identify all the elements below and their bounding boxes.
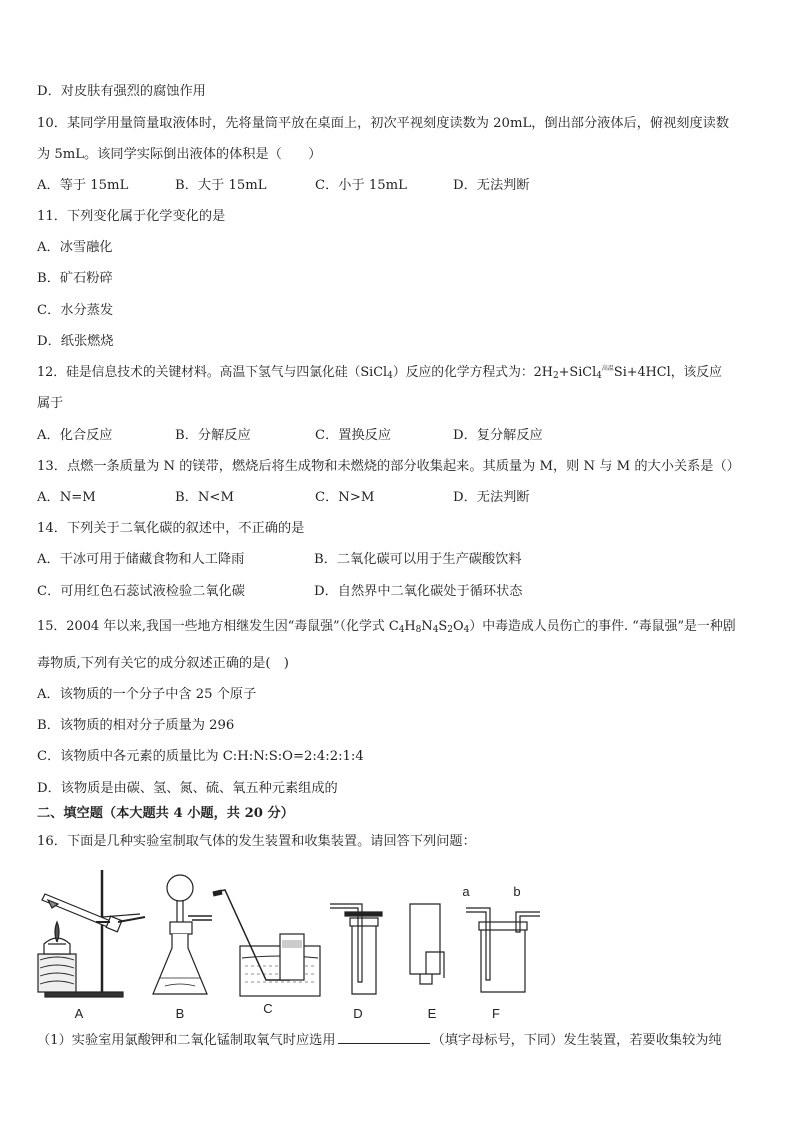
apparatus-c [213,890,320,996]
q13-option-c: C．N>M [315,490,375,505]
q15-option-c: C．该物质中各元素的质量比为 C:H:N:S:O=2:4:2:1:4 [37,749,364,764]
figure-label-d: D [353,1006,363,1021]
q13-option-d: D．无法判断 [453,490,530,505]
figure-label-c: C [263,1001,273,1016]
reaction-condition: 高温 [601,365,614,372]
port-label-b: b [513,884,521,899]
q9-option-d: D．对皮肤有强烈的腐蚀作用 [37,84,206,99]
q15-stem-line2: 毒物质,下列有关它的成分叙述正确的是( ) [37,656,289,671]
figure-label-b: B [175,1006,185,1021]
q14-stem: 14．下列关于二氧化碳的叙述中，不正确的是 [37,521,305,536]
q15-stem-line1: 15．2004 年以来,我国一些地方相继发生因“毒鼠强”（化学式 $C_4H_8N_4S_2O_4$）中毒造成人员伤亡的事件. “毒鼠强”是一种剧 [37,619,736,635]
figure-label-e: E [427,1006,437,1021]
figure-label-f: F [492,1006,500,1021]
q16-part1: （1）实验室用氯酸钾和二氧化锰制取氧气时应选用 （填字母标号，下同）发生装置，若要收集较为纯 [37,1033,722,1048]
port-label-a: a [462,884,470,899]
q12-stem-line2: 属于 [37,396,64,411]
q14-option-c: C．可用红色石蕊试液检验二氧化碳 [37,584,245,599]
q15-option-d: D．该物质是由碳、氢、氮、硫、氧五种元素组成的 [37,781,338,796]
q11-option-b: B．矿石粉碎 [37,271,113,286]
q11-option-d: D．纸张燃烧 [37,334,114,349]
apparatus-d [330,904,382,994]
q10-stem-line2: 为 5mL。该同学实际倒出液体的体积是（ ） [37,147,322,162]
q13-option-b: B．N<M [175,490,234,505]
q12-option-a: A．化合反应 [37,428,113,443]
q12-option-d: D．复分解反应 [453,428,543,443]
q11-option-a: A．冰雪融化 [37,240,113,255]
q16-stem: 16．下面是几种实验室制取气体的发生装置和收集装置。请回答下列问题： [37,834,476,849]
q10-option-a: A．等于 15mL [37,178,129,193]
q11-option-c: C．水分蒸发 [37,303,114,318]
q14-option-d: D．自然界中二氧化碳处于循环状态 [314,584,523,599]
q13-stem: 13．点燃一条质量为 N 的镁带，燃烧后将生成物和未燃烧的部分收集起来。其质量为 M，则 N 与 M 的大小关系是（） [37,459,740,474]
q15-option-a: A．该物质的一个分子中含 25 个原子 [37,687,257,702]
figure-label-a: A [74,1006,84,1021]
q10-stem-line1: 10．某同学用量筒量取液体时，先将量筒平放在桌面上，初次平视刻度读数为 20mL，倒出部分液体后，俯视刻度读数 [37,116,730,131]
apparatus-a [38,870,145,997]
apparatus-f [466,908,540,992]
q15-option-b: B．该物质的相对分子质量为 296 [37,718,235,733]
q14-option-a: A．干冰可用于储藏食物和人工降雨 [37,552,245,567]
q10-option-c: C．小于 15mL [315,178,407,193]
q10-option-d: D．无法判断 [453,178,530,193]
q11-stem: 11．下列变化属于化学变化的是 [37,209,226,224]
q13-option-a: A．N=M [37,490,96,505]
section-2-heading: 二、填空题（本大题共 4 小题，共 20 分） [37,806,294,821]
q12-stem-line1: 12．硅是信息技术的关键材料。高温下氢气与四氯化硅（SiCl$_4$）反应的化学方程式为：$2H_2+SiCl_4^{高温}Si+4HCl$，该反应 [37,365,722,381]
q12-option-c: C．置换反应 [315,428,392,443]
apparatus-b [153,875,212,994]
lab-apparatus-figure [0,862,794,1022]
answer-blank[interactable] [338,1031,430,1044]
apparatus-e [410,904,444,984]
q10-option-b: B．大于 15mL [175,178,267,193]
q12-option-b: B．分解反应 [175,428,251,443]
q14-option-b: B．二氧化碳可以用于生产碳酸饮料 [314,552,522,567]
